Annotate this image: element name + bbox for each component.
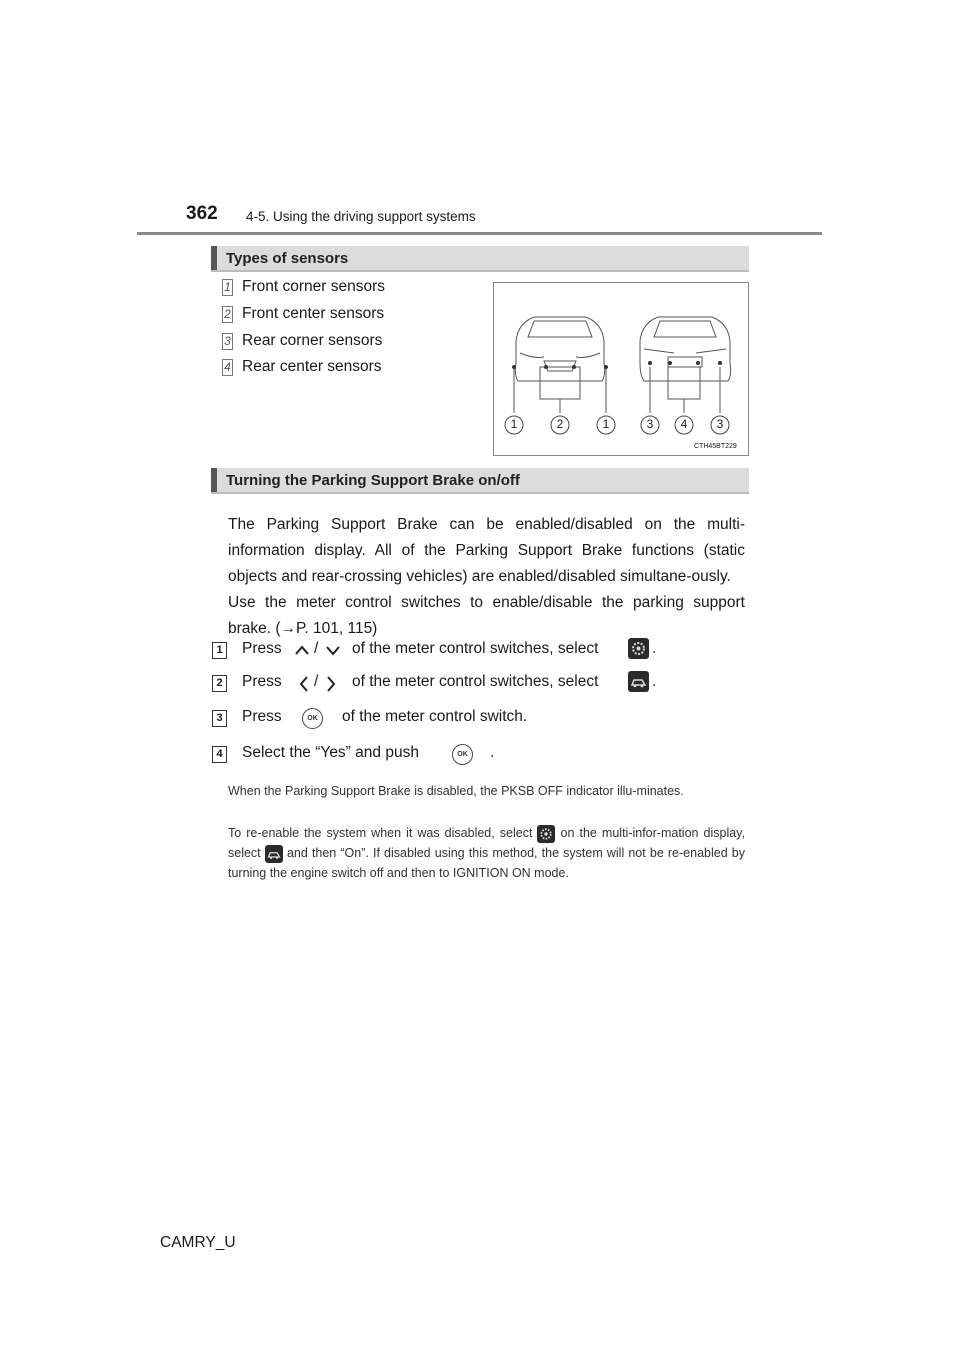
chevron-down-icon <box>325 644 341 656</box>
ok-button-icon: OK <box>302 708 323 729</box>
figure-callout: 1 <box>510 417 518 431</box>
chevron-up-icon <box>294 644 310 656</box>
figure-callout: 1 <box>602 417 610 431</box>
step-period: . <box>652 640 657 657</box>
ok-button-icon: OK <box>452 744 473 765</box>
heading-label: Types of sensors <box>226 250 349 267</box>
figure-callout: 3 <box>646 417 654 431</box>
step-text: Press <box>242 640 282 657</box>
note-text: and then “On”. If disabled using this method, the system will not be re-enabled by turning the engine switch off and then to IGNITION ON mode. <box>228 846 745 880</box>
footer-model-code: CAMRY_U <box>160 1234 236 1251</box>
note-text: on the multi-infor-mation display, select <box>228 826 745 860</box>
step-number: 3 <box>212 710 227 727</box>
note-disabled-indicator: When the Parking Support Brake is disabled, the PKSB OFF indicator illu-minates. <box>228 784 684 798</box>
settings-gear-icon <box>537 825 555 843</box>
figure-code: CTH45BT229 <box>694 443 737 450</box>
instructions-paragraph: Use the meter control switches to enable/disable the parking support brake. (→P. 101, 115) <box>228 594 745 637</box>
step-number: 4 <box>212 746 227 763</box>
callout-number: 4 <box>222 359 233 376</box>
figure-callout: 4 <box>680 417 688 431</box>
step-2 <box>212 673 657 697</box>
step-number: 1 <box>212 642 227 659</box>
heading-label: Turning the Parking Support Brake on/off <box>226 472 520 489</box>
parking-support-brake-heading <box>211 468 749 494</box>
note-re-enable <box>228 823 745 883</box>
types-of-sensors-heading <box>211 246 749 272</box>
step-period: . <box>490 744 495 761</box>
step-text: of the meter control switch. <box>342 708 528 725</box>
callout-number: 3 <box>222 333 233 350</box>
step-text: Select the “Yes” and push <box>242 744 419 761</box>
step-text: of the meter control switches, select <box>352 640 599 657</box>
note-text: To re-enable the system when it was disabled, select <box>228 826 533 840</box>
step-slash: / <box>314 673 319 690</box>
callout-number: 2 <box>222 306 233 323</box>
heading-marker <box>211 468 217 492</box>
chevron-right-icon <box>325 675 337 693</box>
intro-paragraph: The Parking Support Brake can be enabled/disabled on the multi-information display. All of the Parking Support Brake functions (static objects and rear-crossing vehicles) are enabled/disabled simultane-ously. <box>228 516 745 585</box>
callout-number: 1 <box>222 279 233 296</box>
step-number: 2 <box>212 675 227 692</box>
vehicle-settings-icon <box>628 671 649 692</box>
step-text: of the meter control switches, select <box>352 673 599 690</box>
sensor-location-figure <box>493 282 749 456</box>
section-title: 4-5. Using the driving support systems <box>246 209 476 224</box>
step-text: Press <box>242 708 282 725</box>
sensor-label: Rear corner sensors <box>242 332 383 349</box>
figure-callout: 3 <box>716 417 724 431</box>
figure-callout: 2 <box>556 417 564 431</box>
heading-marker <box>211 246 217 270</box>
step-period: . <box>652 673 657 690</box>
header-divider <box>137 232 822 235</box>
sensor-label: Front center sensors <box>242 305 385 322</box>
page-number: 362 <box>186 203 218 224</box>
sensor-label: Front corner sensors <box>242 278 385 295</box>
vehicle-settings-icon <box>265 845 283 863</box>
chevron-left-icon <box>298 675 310 693</box>
step-text: Press <box>242 673 282 690</box>
car-diagram <box>494 283 750 457</box>
sensor-label: Rear center sensors <box>242 358 382 375</box>
step-1 <box>212 640 657 664</box>
step-slash: / <box>314 640 319 657</box>
settings-gear-icon <box>628 638 649 659</box>
